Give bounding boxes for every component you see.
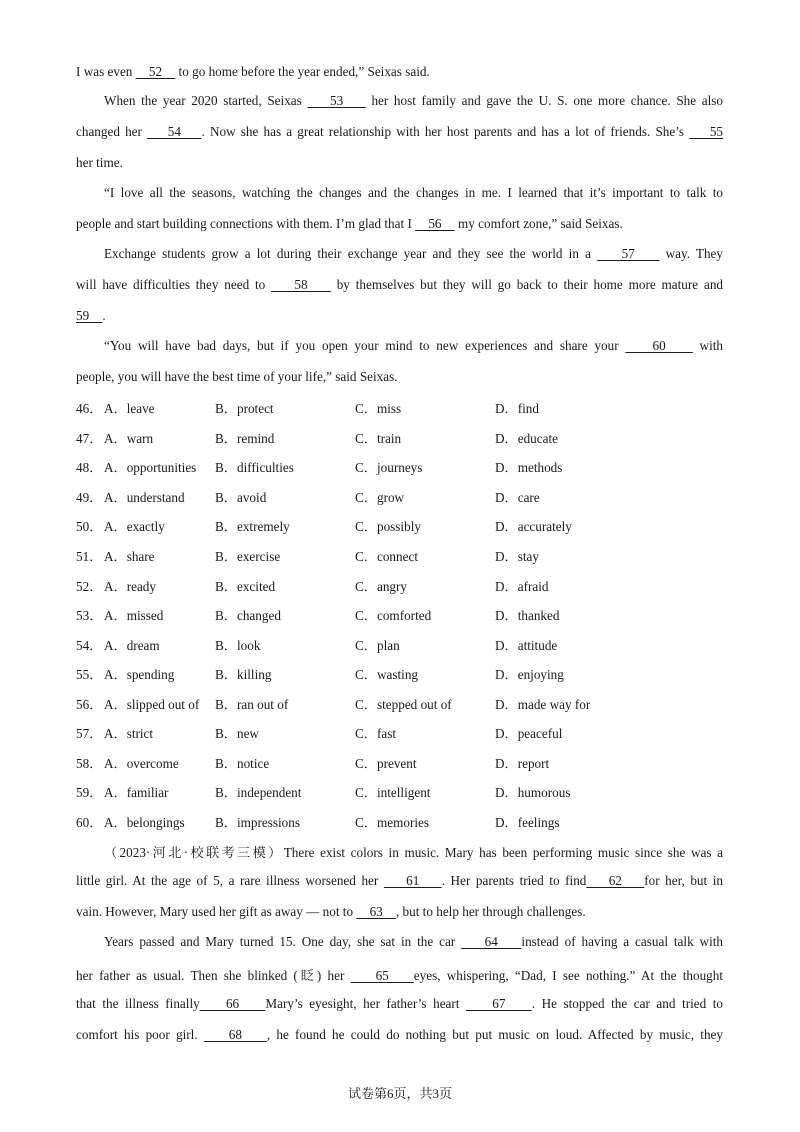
option-c[interactable]: C．fast	[355, 726, 397, 741]
blank-59: 59	[76, 308, 103, 323]
blank-60: 60	[625, 338, 693, 353]
passage-line: 59 .	[76, 308, 106, 323]
option-d[interactable]: D．stay	[495, 549, 539, 564]
option-b[interactable]: B．killing	[215, 667, 272, 682]
blank-57: 57	[597, 246, 660, 261]
option-a[interactable]: A．dream	[104, 638, 160, 653]
option-b[interactable]: B．excited	[215, 579, 276, 594]
passage-line: will have difficulties they need to 58 by themselves but they will go back to their home more mature and	[76, 277, 724, 292]
option-a[interactable]: A．ready	[104, 579, 156, 594]
blank-56: 56	[415, 216, 455, 231]
blank-63: 63	[356, 904, 396, 919]
option-c[interactable]: C．memories	[355, 815, 429, 830]
option-d[interactable]: D．thanked	[495, 608, 560, 623]
passage-line: changed her 54 . Now she has a great relationship with her host parents and has a lot of friends. She’s 55	[76, 124, 724, 139]
option-c[interactable]: C．intelligent	[355, 785, 431, 800]
option-c[interactable]: C．journeys	[355, 460, 423, 475]
option-a[interactable]: A．share	[104, 549, 155, 564]
option-d[interactable]: D．methods	[495, 460, 563, 475]
option-d[interactable]: D．afraid	[495, 579, 549, 594]
option-d[interactable]: D．report	[495, 756, 550, 771]
passage2-line: vain. However, Mary used her gift as away — not to 63 , but to help her through challenges.	[76, 904, 586, 919]
option-a[interactable]: A．familiar	[104, 785, 169, 800]
option-b[interactable]: B．exercise	[215, 549, 281, 564]
option-b[interactable]: B．changed	[215, 608, 281, 623]
option-d[interactable]: D．educate	[495, 431, 558, 446]
blank-53: 53	[307, 93, 366, 108]
option-c[interactable]: C．wasting	[355, 667, 419, 682]
passage-line: When the year 2020 started, Seixas 53 her host family and gave the U. S. one more chance. She also	[104, 93, 724, 108]
option-c[interactable]: C．possibly	[355, 519, 421, 534]
option-c[interactable]: C．stepped out of	[355, 697, 452, 712]
option-a[interactable]: A．strict	[104, 726, 154, 741]
option-d[interactable]: D．enjoying	[495, 667, 564, 682]
option-d[interactable]: D．attitude	[495, 638, 558, 653]
option-a[interactable]: A．warn	[104, 431, 154, 446]
blank-55: 55	[689, 124, 724, 139]
option-b[interactable]: B．independent	[215, 785, 302, 800]
passage-line: I was even 52 to go home before the year ended,” Seixas said.	[76, 64, 430, 79]
passage-line: “I love all the seasons, watching the changes and the changes in me. I learned that it’s important to talk to	[104, 185, 723, 200]
option-d[interactable]: D．find	[495, 401, 539, 416]
blank-52: 52	[135, 64, 176, 79]
blank-62: 62	[586, 873, 645, 888]
passage2-line: little girl. At the age of 5, a rare illness worsened her 61 . Her parents tried to find 62 for her, but in	[76, 873, 724, 888]
option-b[interactable]: B．impressions	[215, 815, 300, 830]
option-d[interactable]: D．feelings	[495, 815, 560, 830]
option-d[interactable]: D．care	[495, 490, 540, 505]
passage-line: “You will have bad days, but if you open your mind to new experiences and share your 60 with	[104, 338, 723, 353]
blank-61: 61	[383, 873, 442, 888]
option-c[interactable]: C．plan	[355, 638, 400, 653]
passage-line: Exchange students grow a lot during their exchange year and they see the world in a 57 way. They	[104, 246, 723, 261]
blank-64: 64	[461, 934, 522, 949]
option-d[interactable]: D．peaceful	[495, 726, 563, 741]
option-a[interactable]: A．missed	[104, 608, 164, 623]
page-footer: 试卷第6页，共3页	[347, 1086, 452, 1101]
passage2-line: comfort his poor girl. 68 , he found he could do nothing but put music on loud. Affected by music, they	[76, 1027, 723, 1042]
option-a[interactable]: A．exactly	[104, 519, 165, 534]
option-a[interactable]: A．opportunities	[104, 460, 197, 475]
passage2-line: her father as usual. Then she blinked (眨) her 65 eyes, whispering, “Dad, I see nothing.” At the thought	[76, 968, 724, 983]
blank-65: 65	[350, 968, 414, 983]
exam-page: I was even 52 to go home before the year ended,” Seixas said. When the year 2020 started, Seixas 53 her host family and gave the U. S. one more chance. She also changed her 54 . Now she has a great relationship with her host parents and has a lot of friends. She’s 55 her time. “I love all the seasons, watching the changes and the changes in me. I learned that it’s important to talk to people and start building connections with them. I’m glad that I 56 my comfort zone,” said Seixas. Exchange students grow a lot during their exchange year and they see the world in a 57 way. They will have difficulties they need to 58 by themselves but they will go back to their home more mature and 59 . “You will have bad days, but if you open your mind to new experiences and share your 60 with people, you will have the best time of your life,” said Seixas. 46． A．leave B．protect C．miss D．find 47． A．warn B．remind C．train D．educate 48． A．opportunities B．difficulties C．journeys D．methods 49． A．understand B．avoid C．grow D．care 50． A．exactly B．extremely C．possibly D．accurately 51． A．share B．exercise C．connect D．stay 52． A．ready B．excited C．angry D．afraid 53． A．missed B．changed C．comforted D．thanked 54． A．dream B．look C．plan D．attitude 55． A．spending B．killing C．wasting D．enjoying 56． A．slipped out of B．ran out of C．stepped out of D．made way for 57． A．strict B．new C．fast D．peaceful 58． A．overcome B．notice C．prevent D．report 59． A．familiar B．independent C．intelligent D．humorous 60． A．belongings B．impressions C．memories D．feelings （2023·河北·校联考三模）There exist colors in music. Mary has been performing music since she was a little girl. At the age of 5, a rare illness worsened her 61 . Her parents tried to find 62 for her, but in vain. However, Mary used her gift as away — not to 63 , but to help her through challenges. Years passed and Mary turned 15. One day, she sat in the car 64 instead of having a casual talk with her father as usual. Then she blinked (眨) her 65 eyes, whispering, “Dad, I see nothing.” At the thought that the illness finally 66 Mary’s eyesight, her father’s heart 67 . He stopped the car and tried to comfort his poor girl. 68 , he found he could do nothing but put music on loud. Affected by music, they 试卷第6页，共3页	[0, 0, 800, 1132]
blank-67: 67	[466, 996, 532, 1011]
option-a[interactable]: A．belongings	[104, 815, 185, 830]
option-a[interactable]: A．leave	[104, 401, 155, 416]
option-c[interactable]: C．prevent	[355, 756, 417, 771]
option-b[interactable]: B．remind	[215, 431, 275, 446]
passage2-line: Years passed and Mary turned 15. One day, she sat in the car 64 instead of having a casual talk with	[104, 934, 724, 949]
blank-58: 58	[271, 277, 331, 292]
option-b[interactable]: B．look	[215, 638, 261, 653]
option-c[interactable]: C．miss	[355, 401, 402, 416]
passage2-line: （2023·河北·校联考三模）There exist colors in music. Mary has been performing music since she was a	[104, 845, 723, 860]
option-b[interactable]: B．ran out of	[215, 697, 289, 712]
option-d[interactable]: D．made way for	[495, 697, 591, 712]
option-b[interactable]: B．difficulties	[215, 460, 294, 475]
blank-68: 68	[203, 1027, 267, 1042]
option-d[interactable]: D．humorous	[495, 785, 571, 800]
option-a[interactable]: A．slipped out of	[104, 697, 200, 712]
option-c[interactable]: C．connect	[355, 549, 418, 564]
option-c[interactable]: C．angry	[355, 579, 408, 594]
option-a[interactable]: A．understand	[104, 490, 185, 505]
option-b[interactable]: B．new	[215, 726, 259, 741]
option-b[interactable]: B．extremely	[215, 519, 290, 534]
option-a[interactable]: A．overcome	[104, 756, 179, 771]
option-c[interactable]: C．grow	[355, 490, 405, 505]
option-d[interactable]: D．accurately	[495, 519, 572, 534]
passage-line: people, you will have the best time of your life,” said Seixas.	[76, 369, 398, 384]
option-b[interactable]: B．notice	[215, 756, 270, 771]
passage2-line: that the illness finally 66 Mary’s eyesight, her father’s heart 67 . He stopped the car and tried to	[76, 996, 724, 1011]
passage-line: people and start building connections with them. I’m glad that I 56 my comfort zone,” said Seixas.	[76, 216, 623, 231]
option-c[interactable]: C．comforted	[355, 608, 432, 623]
option-b[interactable]: B．avoid	[215, 490, 267, 505]
option-b[interactable]: B．protect	[215, 401, 274, 416]
option-c[interactable]: C．train	[355, 431, 402, 446]
blank-66: 66	[199, 996, 266, 1011]
option-a[interactable]: A．spending	[104, 667, 175, 682]
blank-54: 54	[147, 124, 202, 139]
passage-line: her time.	[76, 155, 123, 170]
